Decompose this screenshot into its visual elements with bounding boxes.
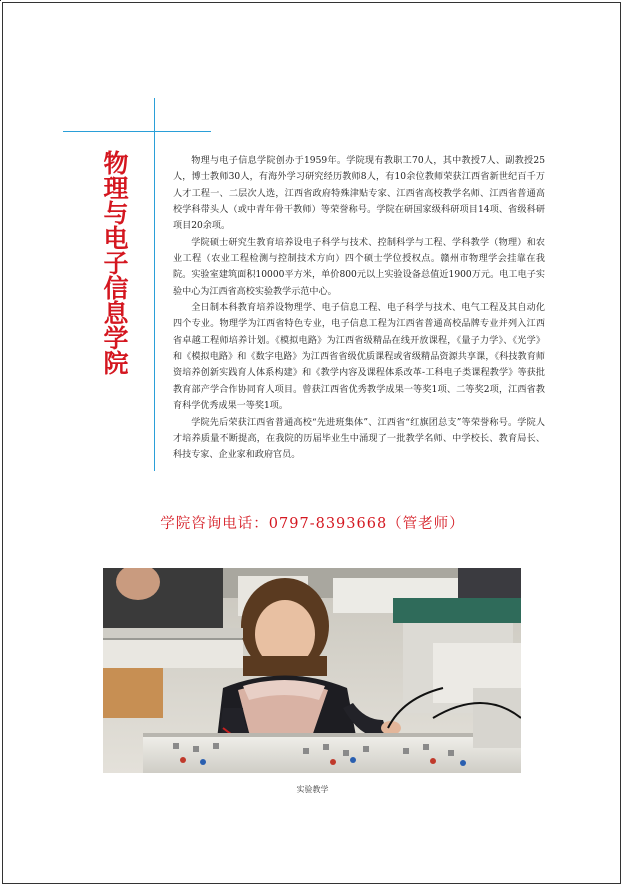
paragraph-3: 全日制本科教育培养设物理学、电子信息工程、电子科学与技术、电气工程及其自动化四个专业。物理学为江西省特色专业，电子信息工程为江西省普通高校品牌专业并列入江西省卓越工程师培养计划。《模拟电路》为江西省级精品在线开放课程，《量子力学》、《光学》和《模拟电路》和《数字电路》为江西省省级优质课程或省级精品资源共享课，《科技教育师资培养创新实践育人体系构建》和《教学内容及课程体系改革-工科电子类课程教学》等获批教育部产学合作协同育人项目。曾获江西省优秀教学成果一等奖1项、二等奖2项，江西省教育科学优秀成果一等奖1项。: [173, 303, 545, 412]
lab-teaching-photo: [103, 568, 521, 773]
consultation-phone: 学院咨询电话：0797-8393668（管老师）: [160, 516, 465, 532]
body-text: [173, 153, 545, 464]
section-title: 物理与电子信息学院: [100, 150, 129, 375]
photo-illustration: [103, 568, 521, 773]
paragraph-2: 学院硕士研究生教育培养设电子科学与技术、控制科学与工程、学科教学（物理）和农业工程（农业工程检测与控制技术方向）四个硕士学位授权点。赣州市物理学会挂靠在我院。实验室建筑面积10000平方米，单价800元以上实验设备总值近1900万元。电工电子实验中心为江西省高校实验教学示范中心。: [173, 237, 545, 297]
paragraph-4: 学院先后荣获江西省普通高校“先进班集体”、江西省“红旗团总支”等荣誉称号。学院人才培养质量不断提高，在我院的历届毕业生中涌现了一批教学名师、中学校长、教育局长、科技专家、企业家和政府官员。: [173, 417, 545, 461]
paragraph-1: 物理与电子信息学院创办于1959年。学院现有教职工70人，其中教授7人、副教授25人，博士教师30人，有海外学习研究经历教师8人，有10余位教师荣获江西省新世纪百千万人才工程一、二层次人选，江西省政府特殊津贴专家、江西省高校教学名师、江西省普通高校学科带头人（或中青年骨干教师）等荣誉称号。学院在研国家级科研项目14项、省级科研项目20余项。: [173, 156, 545, 232]
decorative-vertical-line: [154, 98, 155, 471]
photo-caption: 实验教学: [296, 785, 329, 794]
corner-mark: [0, 0, 1, 1]
decorative-horizontal-line: [63, 131, 211, 132]
